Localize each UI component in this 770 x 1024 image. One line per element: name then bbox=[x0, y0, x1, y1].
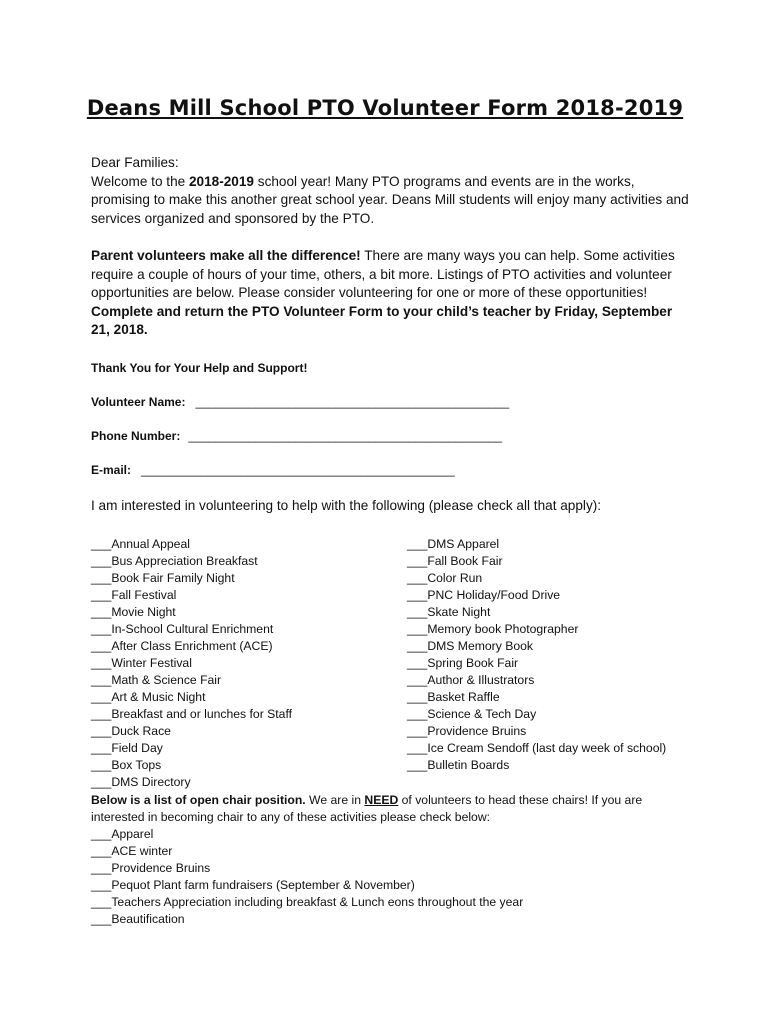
list-item[interactable]: ___After Class Enrichment (ACE) bbox=[91, 639, 273, 653]
list-item[interactable]: ___Author & Illustrators bbox=[407, 673, 535, 687]
email-label: E-mail: bbox=[91, 463, 132, 477]
chairs-need: NEED bbox=[364, 793, 399, 807]
page-title: Deans Mill School PTO Volunteer Form 2018-2019 bbox=[86, 96, 684, 120]
email-field[interactable] bbox=[91, 463, 455, 477]
phone-number-field[interactable] bbox=[91, 429, 502, 443]
parent-paragraph bbox=[91, 247, 691, 340]
list-item[interactable]: ___Book Fair Family Night bbox=[91, 571, 235, 585]
list-item[interactable]: ___Annual Appeal bbox=[91, 537, 190, 551]
salutation: Dear Families: bbox=[91, 155, 179, 170]
intro-paragraph bbox=[91, 154, 691, 228]
list-item[interactable]: ___Providence Bruins bbox=[407, 724, 527, 738]
list-item[interactable]: ___Beautification bbox=[91, 912, 185, 926]
list-item[interactable]: ___Art & Music Night bbox=[91, 690, 206, 704]
parent-body: There are many ways you can help. Some activities require a couple of hours of your time, others, a bit more. Listings of PTO activities and volunteer opportunities are below. Please consider volunteering for one or more of these opportunities! bbox=[91, 248, 675, 301]
list-item[interactable]: ___Movie Night bbox=[91, 605, 176, 619]
list-item[interactable]: ___Ice Cream Sendoff (last day week of school) bbox=[407, 741, 667, 755]
list-item[interactable]: ___DMS Directory bbox=[91, 775, 191, 789]
list-item[interactable]: ___Winter Festival bbox=[91, 656, 192, 670]
email-line[interactable]: _______________________________________________ bbox=[141, 463, 455, 477]
list-item[interactable]: ___Teachers Appreciation including breakfast & Lunch eons throughout the year bbox=[91, 895, 524, 909]
parent-lead: Parent volunteers make all the difference! bbox=[91, 248, 361, 263]
list-item[interactable]: ___PNC Holiday/Food Drive bbox=[407, 588, 561, 602]
list-item[interactable]: ___Providence Bruins bbox=[91, 861, 211, 875]
list-item[interactable]: ___Pequot Plant farm fundraisers (September & November) bbox=[91, 878, 415, 892]
list-item[interactable]: ___Box Tops bbox=[91, 758, 162, 772]
chairs-text-mid: We are in bbox=[305, 793, 365, 807]
volunteer-name-label: Volunteer Name: bbox=[91, 395, 186, 409]
list-item[interactable]: ___Bus Appreciation Breakfast bbox=[91, 554, 258, 568]
list-item[interactable]: ___DMS Apparel bbox=[407, 537, 500, 551]
welcome-pre: Welcome to the bbox=[91, 173, 189, 189]
list-item[interactable]: ___Breakfast and or lunches for Staff bbox=[91, 707, 292, 721]
volunteer-name-field[interactable] bbox=[91, 395, 509, 409]
phone-number-line[interactable]: _______________________________________________ bbox=[188, 429, 503, 443]
volunteer-name-line[interactable]: _______________________________________________ bbox=[195, 395, 510, 409]
list-item[interactable]: ___Basket Raffle bbox=[407, 690, 500, 704]
welcome-text bbox=[91, 173, 691, 229]
welcome-year: 2018-2019 bbox=[188, 173, 254, 189]
list-item[interactable]: ___Math & Science Fair bbox=[91, 673, 222, 687]
list-item[interactable]: ___Memory book Photographer bbox=[407, 622, 579, 636]
list-item[interactable]: ___Color Run bbox=[407, 571, 483, 585]
list-item[interactable]: ___Bulletin Boards bbox=[407, 758, 510, 772]
chairs-lead: Below is a list of open chair position. bbox=[91, 793, 306, 807]
activity-list-left bbox=[91, 536, 292, 791]
thanks-line: Thank You for Your Help and Support! bbox=[91, 361, 308, 375]
list-item[interactable]: ___Fall Festival bbox=[91, 588, 177, 602]
parent-deadline: Complete and return the PTO Volunteer Form to your child’s teacher by Friday, September 21, 2018. bbox=[91, 303, 673, 338]
chair-positions-intro bbox=[91, 792, 691, 826]
list-item[interactable]: ___ACE winter bbox=[91, 844, 173, 858]
welcome-post: school year! Many PTO programs and events are in the works, promising to make this another great school year. Deans Mill students will enjoy many activities and services organized and sponsored by the PTO. bbox=[91, 173, 689, 226]
phone-number-label: Phone Number: bbox=[91, 429, 181, 443]
list-item[interactable]: ___Field Day bbox=[91, 741, 163, 755]
list-item[interactable]: ___Fall Book Fair bbox=[407, 554, 503, 568]
list-item[interactable]: ___DMS Memory Book bbox=[407, 639, 533, 653]
list-item[interactable]: ___Science & Tech Day bbox=[407, 707, 537, 721]
list-item[interactable]: ___Skate Night bbox=[407, 605, 491, 619]
activity-list-right bbox=[407, 536, 666, 774]
interest-statement: I am interested in volunteering to help with the following (please check all that apply): bbox=[91, 498, 602, 513]
list-item[interactable]: ___Duck Race bbox=[91, 724, 171, 738]
chair-positions-list bbox=[91, 826, 523, 928]
list-item[interactable]: ___In-School Cultural Enrichment bbox=[91, 622, 274, 636]
list-item[interactable]: ___Spring Book Fair bbox=[407, 656, 519, 670]
list-item[interactable]: ___Apparel bbox=[91, 827, 154, 841]
chairs-text-end: of volunteers to head these chairs! If you are interested in becoming chair to any of these activities please check below: bbox=[91, 793, 643, 824]
